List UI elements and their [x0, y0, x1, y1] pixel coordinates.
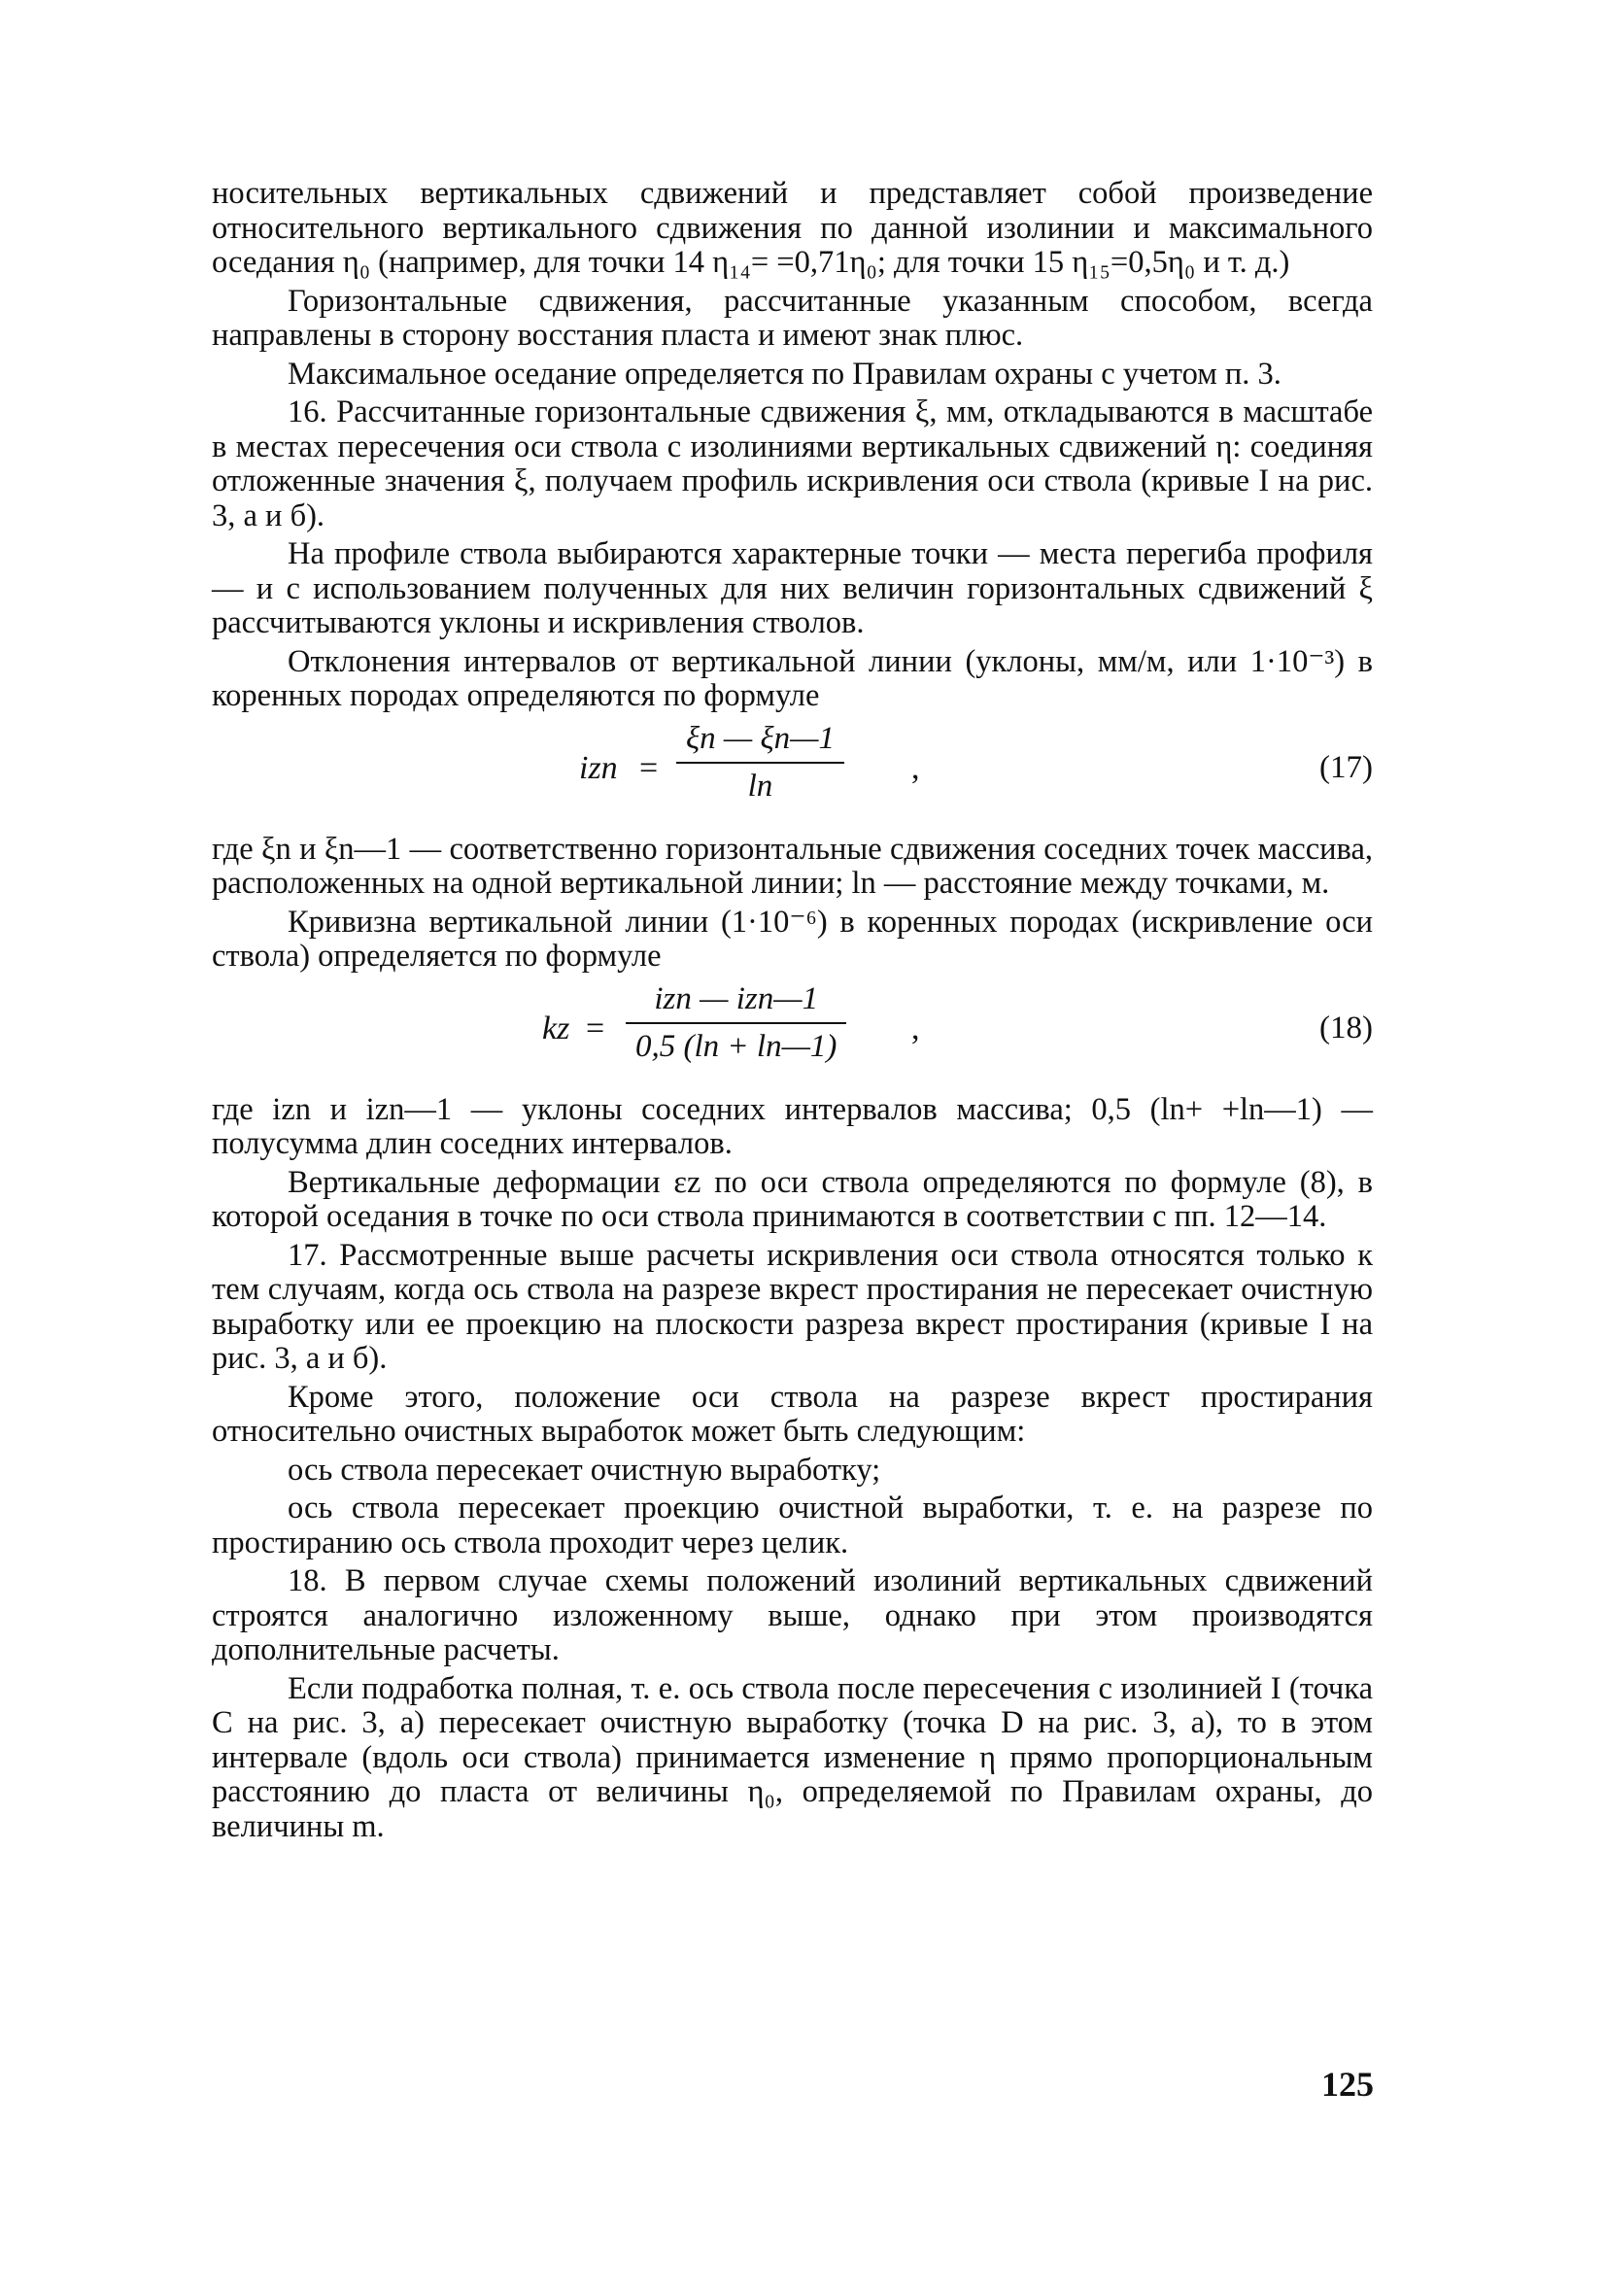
formula-fraction [626, 982, 846, 1065]
paragraph: Вертикальные деформации εz по оси ствола определяются по формуле (8), в которой оседания в точке по оси ствола принимаются в соответствии с пп. 12—14. [212, 1164, 1373, 1234]
list-item: ось ствола пересекает очистную выработку; [288, 1452, 881, 1488]
formula-numerator: izn — izn—1 [654, 980, 819, 1016]
list-item: ось ствола пересекает проекцию очистной выработки, т. е. на разрезе по простиранию ось ствола проходит через целик. [212, 1491, 1373, 1560]
formula-lhs: kz [542, 1010, 570, 1046]
formula-equals: = [586, 1010, 605, 1046]
paragraph: Горизонтальные сдвижения, рассчитанные указанным способом, всегда направлены в сторону восстания пласта и имеют знак плюс. [212, 283, 1373, 353]
paragraph: где ξn и ξn—1 — соответственно горизонтальные сдвижения соседних точек массива, расположенных на одной вертикальной линии; ln — расстояние между точками, м. [212, 831, 1373, 901]
formula-fraction [676, 722, 844, 805]
formula-comma: , [911, 1010, 920, 1046]
formula-number: (17) [1319, 749, 1373, 785]
paragraph: Максимальное оседание определяется по Правилам охраны с учетом п. 3. [288, 356, 1281, 392]
paragraph: 18. В первом случае схемы положений изолиний вертикальных сдвижений строятся аналогично изложенному выше, однако при этом производятся дополнительные расчеты. [212, 1563, 1373, 1667]
page-number: 125 [1321, 2065, 1374, 2104]
paragraph: носительных вертикальных сдвижений и представляет собой произведение относительного вертикального сдвижения по данной изолинии и максимального оседания η₀ (например, для точки 14 η₁₄= =0,71η₀; для точки 15 η₁₅=0,5η₀ и т. д.) [212, 176, 1373, 280]
paragraph: Кроме этого, положение оси ствола на разрезе вкрест простирания относительно очистных выработок может быть следующим: [212, 1379, 1373, 1449]
formula-18 [212, 982, 1373, 1087]
formula-17 [212, 722, 1373, 827]
formula-lhs: izn [579, 749, 618, 786]
formula-numerator: ξn — ξn—1 [686, 720, 835, 756]
formula-comma: , [911, 749, 920, 786]
paragraph: Если подработка полная, т. е. ось ствола после пересечения с изолинией I (точка С на рис. 3, а) пересекает очистную выработку (точка D на рис. 3, а), то в этом интервале (вдоль оси ствола) принимается изменение η прямо пропорциональным расстоянию до пласта от величины η₀, определяемой по Правилам охраны, до величины m. [212, 1670, 1373, 1844]
body-text [212, 177, 1373, 1848]
formula-denominator: 0,5 (ln + ln—1) [635, 1029, 837, 1064]
formula-number: (18) [1319, 1010, 1373, 1045]
paragraph: 17. Рассмотренные выше расчеты искривления оси ствола относятся только к тем случаям, когда ось ствола на разрезе вкрест простирания не пересекает очистную выработку или ее проекцию на плоскости разреза вкрест простирания (кривые I на рис. 3, а и б). [212, 1237, 1373, 1376]
paragraph: На профиле ствола выбираются характерные точки — места перегиба профиля — и с использованием полученных для них величин горизонтальных сдвижений ξ рассчитываются уклоны и искривления стволов. [212, 536, 1373, 640]
formula-equals: = [639, 749, 659, 786]
paragraph: Отклонения интервалов от вертикальной линии (уклоны, мм/м, или 1·10⁻³) в коренных породах определяются по формуле [212, 643, 1373, 713]
paragraph: 16. Рассчитанные горизонтальные сдвижения ξ, мм, откладываются в масштабе в местах пересечения оси ствола с изолиниями вертикальных сдвижений η: соединяя отложенные значения ξ, получаем профиль искривления оси ствола (кривые I на рис. 3, а и б). [212, 394, 1373, 533]
paragraph: Кривизна вертикальной линии (1·10⁻⁶) в коренных породах (искривление оси ствола) определяется по формуле [212, 904, 1373, 974]
paragraph: где izn и izn—1 — уклоны соседних интервалов массива; 0,5 (ln+ +ln—1) — полусумма длин соседних интервалов. [212, 1091, 1373, 1161]
formula-denominator: ln [747, 769, 773, 804]
